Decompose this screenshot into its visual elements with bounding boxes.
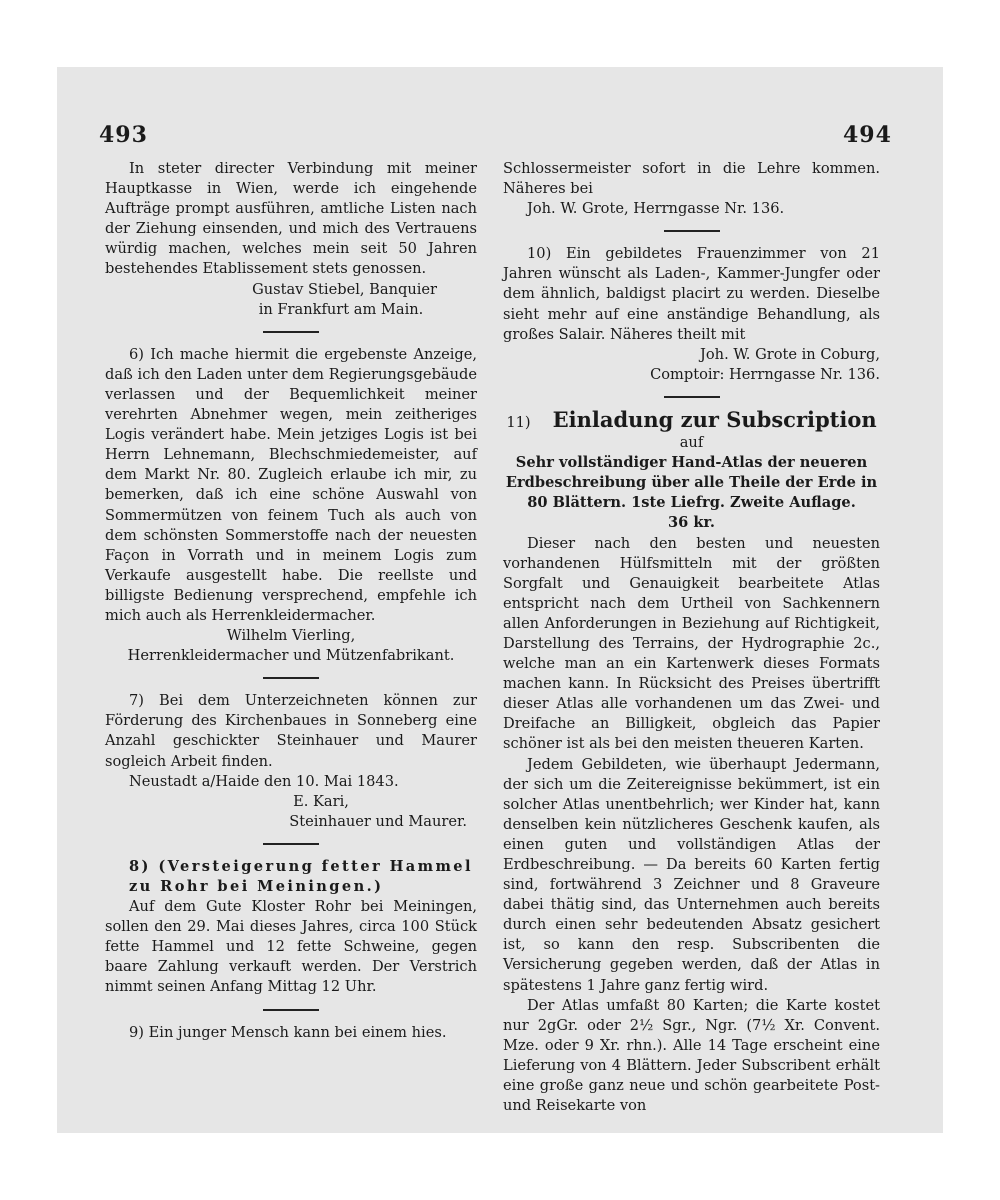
notice-8-heading: 8) (Versteigerung fetter Hammel <box>129 857 473 875</box>
section-divider <box>664 396 720 398</box>
page-number-right: 494 <box>843 122 892 148</box>
left-column <box>105 159 477 1043</box>
page-number-left: 493 <box>99 122 148 148</box>
notice-text: In steter directer Verbindung mit meiner Hauptkasse in Wien, werde ich eingehende Aufträge prompt ausführen, amtliche Listen nach der Ziehung einsenden, und mich des Vertrauens würdig machen, welches mein seit 50 Jahren bestehendes Etablissement stets genossen. <box>105 160 477 278</box>
signature-name: Wilhelm Vierling, <box>226 627 356 645</box>
notice-9-contact: Joh. W. Grote, Herrngasse Nr. 136. <box>527 200 785 218</box>
section-divider <box>263 331 319 333</box>
scanned-page-spread <box>57 67 943 1133</box>
notice-8-text: Auf dem Gute Kloster Rohr bei Meiningen, sollen den 29. Mai dieses Jahres, circa 100 Stück fette Hammel und 12 fette Schweine, gegen baare Zahlung verkauft werden. Der Verstrich nimmt seinen Anfang Mittag 12 Uhr. <box>105 898 477 996</box>
signature-name: Joh. W. Grote in Coburg, <box>700 345 880 363</box>
notice-6-text: 6) Ich mache hiermit die ergebenste Anzeige, daß ich den Laden unter dem Regierungsgebäude verlassen und der Bequemlichkeit meiner verehrten Abnehmer wegen, mein zeitheriges Logis verändert habe. Mein jetziges Logis ist bei Herrn Lehnemann, Blechschmiedemeister, auf dem Markt Nr. 80. Zugleich erlaube ich mir, zu bemerken, daß ich eine schöne Auswahl von Sommermützen von feinem Tuch als auch von dem schönsten Sommerstoffe nach der neuesten Façon in Vorrath und in meinem Logis zum Verkaufe ausgestellt habe. Die reellste und billigste Bedienung versprechend, empfehle ich mich auch als Herrenkleidermacher. <box>105 345 477 624</box>
signature-place: in Frankfurt am Main. <box>258 300 424 318</box>
notice-11-title-text: Einladung zur Subscription <box>552 406 877 432</box>
notice-11-number: 11) <box>506 413 531 431</box>
notice-11-price: 36 kr. <box>668 514 715 532</box>
signature-name: Gustav Stiebel, Banquier <box>252 280 437 298</box>
section-divider <box>664 230 720 232</box>
signature-name: E. Kari, <box>293 792 349 810</box>
notice-8-heading-cont: zu Rohr bei Meiningen.) <box>129 878 384 895</box>
right-column <box>503 159 880 1116</box>
signature-office: Comptoir: Herrngasse Nr. 136. <box>650 365 880 383</box>
section-divider <box>263 843 319 845</box>
signature-title: Herrenkleidermacher und Mützenfabrikant. <box>127 647 455 665</box>
notice-7-date: Neustadt a/Haide den 10. Mai 1843. <box>129 772 399 790</box>
section-divider <box>263 1009 319 1011</box>
notice-7-text: 7) Bei dem Unterzeichneten können zur Förderung des Kirchenbaues in Sonneberg eine Anzahl geschickter Steinhauer und Maurer sogleich Arbeit finden. <box>105 692 477 770</box>
notice-9-continued: Schlossermeister sofort in die Lehre kommen. Näheres bei <box>503 160 880 198</box>
section-divider <box>263 677 319 679</box>
notice-10-text: 10) Ein gebildetes Frauenzimmer von 21 Jahren wünscht als Laden-, Kammer-Jungfer oder dem ähnlich, baldigst placirt zu werden. Dieselbe sieht mehr auf eine anständige Behandlung, als großes Salair. Näheres theilt mit <box>503 245 880 343</box>
notice-11-subtitle: Sehr vollständiger Hand-Atlas der neueren Erdbeschreibung über alle Theile der Erde in 80 Blättern. 1ste Liefrg. Zweite Auflage. <box>505 454 878 512</box>
notice-11-paragraph-1: Dieser nach den besten und neuesten vorhandenen Hülfsmitteln mit der größten Sorgfalt und Genauigkeit bearbeitete Atlas entspricht nach dem Urtheil von Sachkennern allen Anforderungen in Beziehung auf Richtigkeit, Darstellung des Terrains, der Hydrographie 2c., welche man an ein Kartenwerk dieses Formats machen kann. In Rücksicht des Preises übertrifft dieser Atlas alle vorhandenen um das Zwei- und Dreifache an Billigkeit, obgleich das Papier schöner ist als bei den meisten theueren Karten. <box>503 534 880 753</box>
notice-11-paragraph-3: Der Atlas umfaßt 80 Karten; die Karte kostet nur 2gGr. oder 2½ Sgr., Ngr. (7½ Xr. Convent. Mze. oder 9 Xr. rhn.). Alle 14 Tage erscheint eine Lieferung von 4 Blättern. Jeder Subscribent erhält eine große ganz neue und schön gearbeitete Post- und Reisekarte von <box>503 996 880 1115</box>
notice-9-text: 9) Ein junger Mensch kann bei einem hies. <box>129 1023 447 1041</box>
signature-title: Steinhauer und Maurer. <box>289 812 467 830</box>
notice-11-paragraph-2: Jedem Gebildeten, wie überhaupt Jedermann, der sich um die Zeitereignisse bekümmert, ist ein solcher Atlas unentbehrlich; wer Kinder hat, kann denselben kein nützlicheres Geschenk kaufen, als einen guten und vollständigen Atlas der Erdbeschreibung. — Da bereits 60 Karten fertig sind, fortwährend 3 Zeichner und 8 Graveure dabei thätig sind, das Unternehmen auch bereits durch einen sehr bedeutenden Absatz gesichert ist, so kann den resp. Subscribenten die Versicherung gegeben werden, daß der Atlas in spätestens 1 Jahre ganz fertig wird. <box>503 755 880 994</box>
notice-11-auf: auf <box>679 434 704 452</box>
notice-11-title <box>503 406 880 433</box>
